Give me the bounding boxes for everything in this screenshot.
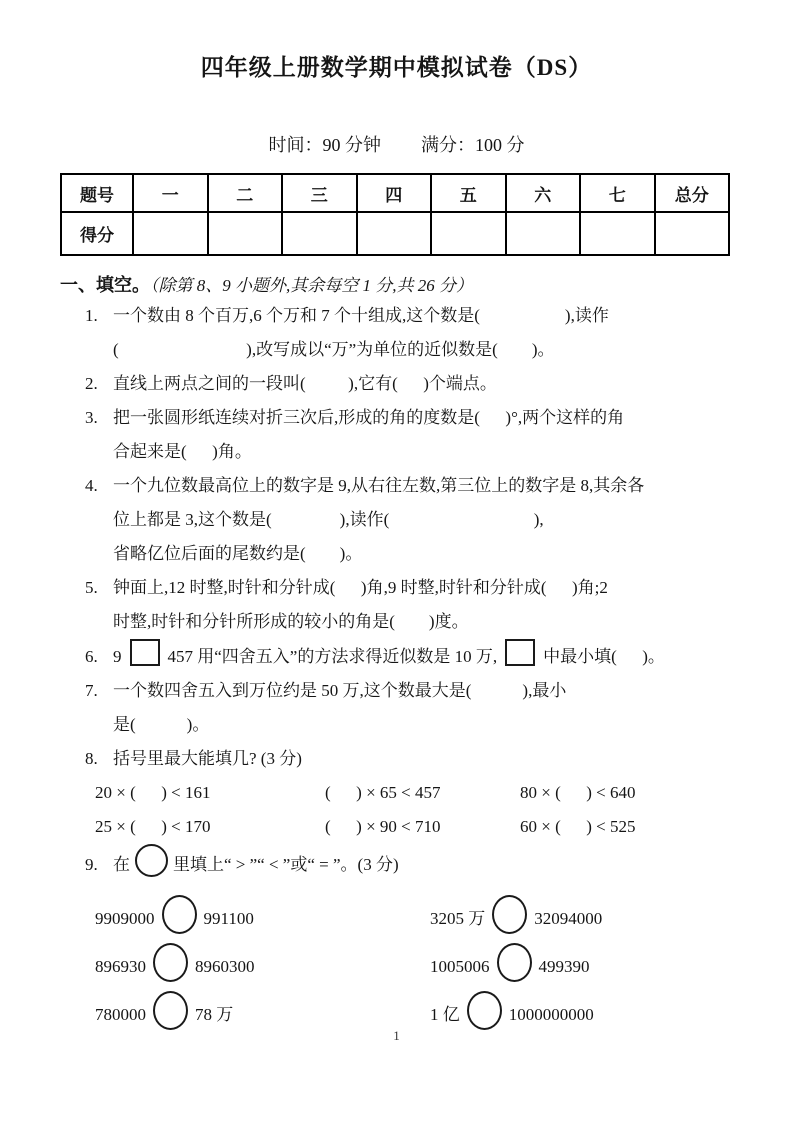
value: 9909000	[95, 908, 155, 928]
question-number: 8.	[85, 749, 98, 768]
comparison-item	[95, 943, 430, 982]
question-text: 一个数由 8 个百万,6 个万和 7 个十组成,这个数是( ),读作	[113, 306, 609, 325]
value: 499390	[538, 956, 590, 976]
score-table-corner: 题号	[61, 174, 133, 212]
blank-circle-icon	[153, 991, 188, 1030]
question-text: 457 用“四舍五入”的方法求得近似数是 10 万,	[167, 647, 498, 666]
score-cell	[506, 212, 581, 255]
value: 1 亿	[430, 1004, 460, 1024]
question-text: 把一张圆形纸连续对折三次后,形成的角的度数是( )°,两个这样的角	[113, 408, 625, 427]
blank-box-icon	[505, 639, 535, 666]
question-number: 9.	[85, 855, 98, 874]
section-one-heading	[60, 272, 733, 299]
expression-row	[95, 776, 733, 810]
value: 32094000	[534, 908, 603, 928]
score-table-score-row	[61, 212, 729, 255]
question-1	[60, 299, 733, 367]
score-cell	[208, 212, 283, 255]
full-score: 满分：100 分	[421, 135, 525, 155]
page-number: 1	[393, 1028, 400, 1043]
question-number: 5.	[85, 578, 98, 597]
question-number: 7.	[85, 681, 98, 700]
score-cell	[133, 212, 208, 255]
score-table	[60, 173, 730, 256]
question-text: 中最小填( )。	[543, 647, 665, 666]
comparison-row	[95, 938, 733, 986]
value: 78 万	[195, 1004, 234, 1024]
value: 780000	[95, 1004, 146, 1024]
section-note: （除第 8、9 小题外,其余每空 1 分,共 26 分）	[150, 276, 473, 295]
question-text: ( ),改写成以“万”为单位的近似数是( )。	[113, 340, 555, 359]
column-header: 六	[506, 174, 581, 212]
comparison-rows	[60, 890, 733, 1034]
question-2	[60, 367, 733, 401]
value: 991100	[203, 908, 254, 928]
column-header: 二	[208, 174, 283, 212]
question-3	[60, 401, 733, 469]
question-text: 时整,时针和分针所形成的较小的角是( )度。	[113, 612, 469, 631]
question-text: 合起来是( )角。	[113, 442, 252, 461]
expression-row	[95, 810, 733, 844]
question-text: 位上都是 3,这个数是( ),读作( ),	[113, 510, 544, 529]
expression: 60 × ( ) < 525	[520, 817, 636, 836]
question-text: 括号里最大能填几? (3 分)	[113, 749, 302, 768]
question-number: 3.	[85, 408, 98, 427]
question-text: 直线上两点之间的一段叫( ),它有( )个端点。	[113, 374, 497, 393]
expression: ( ) × 65 < 457	[325, 783, 441, 802]
column-header: 七	[580, 174, 655, 212]
exam-meta	[60, 132, 733, 158]
question-6	[60, 639, 733, 674]
question-text: 是( )。	[113, 715, 210, 734]
comparison-item	[430, 991, 594, 1030]
question-7	[60, 674, 733, 742]
score-cell	[357, 212, 432, 255]
value: 896930	[95, 956, 146, 976]
comparison-item	[95, 895, 430, 934]
expression: 20 × ( ) < 161	[95, 783, 211, 802]
blank-box-icon	[130, 639, 160, 666]
blank-circle-icon	[153, 943, 188, 982]
blank-circle-icon	[492, 895, 527, 934]
expression: ( ) × 90 < 710	[325, 817, 441, 836]
question-5	[60, 571, 733, 639]
question-text: 9	[113, 647, 122, 666]
expression: 25 × ( ) < 170	[95, 817, 211, 836]
question-text: 一个数四舍五入到万位约是 50 万,这个数最大是( ),最小	[113, 681, 567, 700]
question-text: 里填上“ > ”“ < ”或“ = ”。(3 分)	[173, 855, 399, 874]
score-cell	[282, 212, 357, 255]
question-text: 钟面上,12 时整,时针和分针成( )角,9 时整,时针和分针成( )角;2	[113, 578, 608, 597]
question-number: 4.	[85, 476, 98, 495]
value: 3205 万	[430, 908, 486, 928]
question-text: 一个九位数最高位上的数字是 9,从右往左数,第三位上的数字是 8,其余各	[113, 476, 645, 495]
expression: 80 × ( ) < 640	[520, 783, 636, 802]
value: 1000000000	[508, 1004, 594, 1024]
question-text: 省略亿位后面的尾数约是( )。	[113, 544, 363, 563]
column-header: 总分	[655, 174, 730, 212]
comparison-item	[95, 991, 430, 1030]
comparison-item	[430, 943, 590, 982]
score-cell	[431, 212, 506, 255]
column-header: 一	[133, 174, 208, 212]
comparison-row	[95, 890, 733, 938]
score-cell	[655, 212, 730, 255]
comparison-item	[430, 895, 602, 934]
section-title: 一、填空。	[60, 275, 150, 295]
column-header: 三	[282, 174, 357, 212]
value: 8960300	[195, 956, 255, 976]
question-number: 6.	[85, 647, 98, 666]
blank-circle-icon	[135, 844, 168, 877]
question-number: 2.	[85, 374, 98, 393]
comparison-row	[95, 986, 733, 1034]
question-4	[60, 469, 733, 571]
blank-circle-icon	[467, 991, 502, 1030]
score-table-header-row	[61, 174, 729, 212]
column-header: 四	[357, 174, 432, 212]
time-limit: 时间：90 分钟	[268, 135, 381, 155]
question-8	[60, 742, 733, 844]
question-text: 在	[113, 855, 130, 874]
score-row-label: 得分	[61, 212, 133, 255]
question-number: 1.	[85, 306, 98, 325]
column-header: 五	[431, 174, 506, 212]
blank-circle-icon	[162, 895, 197, 934]
question-9	[60, 844, 733, 1034]
score-cell	[580, 212, 655, 255]
value: 1005006	[430, 956, 490, 976]
page-title: 四年级上册数学期中模拟试卷（DS）	[200, 55, 593, 80]
blank-circle-icon	[497, 943, 532, 982]
